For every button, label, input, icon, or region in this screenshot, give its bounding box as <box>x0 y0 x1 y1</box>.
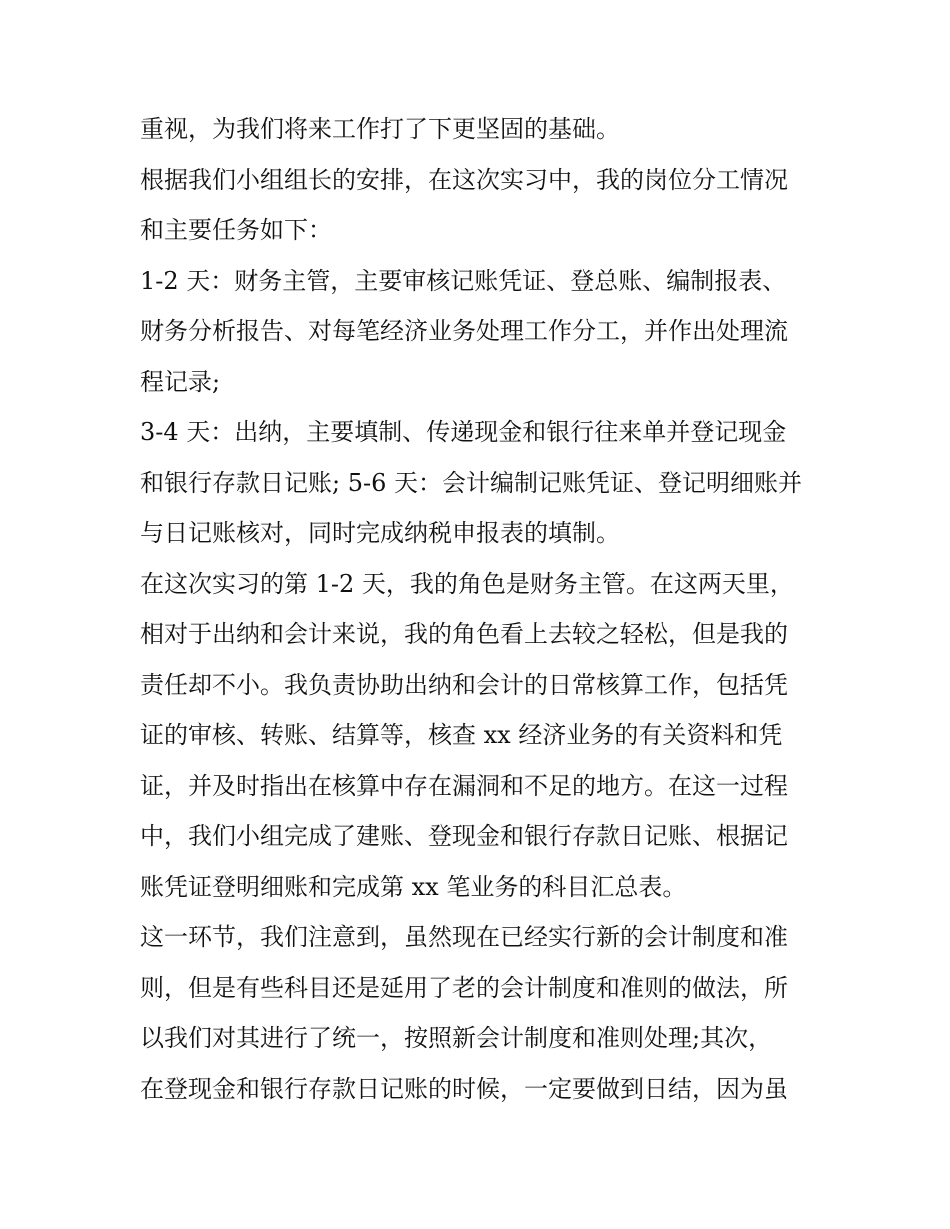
text-line-15: 中，我们小组完成了建账、登现金和银行存款日记账、根据记 <box>140 822 788 850</box>
text-line-9: 与日记账核对，同时完成纳税申报表的填制。 <box>140 519 620 547</box>
text-line-12: 责任却不小。我负责协助出纳和会计的日常核算工作，包括凭 <box>140 670 788 699</box>
document-body <box>140 104 820 1114</box>
text-line-13: 证的审核、转账、结算等，核查 xx 经济业务的有关资料和凭 <box>140 721 783 749</box>
text-line-3: 和主要任务如下： <box>140 216 332 244</box>
text-line-10: 在这次实习的第 1-2 天，我的角色是财务主管。在这两天里， <box>140 569 794 598</box>
text-line-18: 则，但是有些科目还是延用了老的会计制度和准则的做法，所 <box>140 973 788 1002</box>
text-line-14: 证，并及时指出在核算中存在漏洞和不足的地方。在这一过程 <box>140 771 788 800</box>
text-line-19: 以我们对其进行了统一，按照新会计制度和准则处理;其次， <box>140 1024 773 1052</box>
text-line-5: 财务分析报告、对每笔经济业务处理工作分工，并作出处理流 <box>140 317 788 345</box>
text-line-16: 账凭证登明细账和完成第 xx 笔业务的科目汇总表。 <box>140 872 687 901</box>
text-line-20: 在登现金和银行存款日记账的时候，一定要做到日结，因为虽 <box>140 1074 788 1103</box>
text-line-7: 3-4 天：出纳，主要填制、传递现金和银行往来单并登记现金 <box>140 418 787 446</box>
text-line-11: 相对于出纳和会计来说，我的角色看上去较之轻松，但是我的 <box>140 620 788 648</box>
text-line-8: 和银行存款日记账; 5-6 天：会计编制记账凭证、登记明细账并 <box>140 468 802 497</box>
text-line-1: 重视，为我们将来工作打了下更坚固的基础。 <box>140 115 620 143</box>
text-line-4: 1-2 天：财务主管，主要审核记账凭证、登总账、编制报表、 <box>140 266 787 295</box>
text-line-17: 这一环节，我们注意到，虽然现在已经实行新的会计制度和准 <box>140 923 788 951</box>
text-line-6: 程记录; <box>140 367 221 396</box>
text-line-2: 根据我们小组组长的安排，在这次实习中，我的岗位分工情况 <box>140 165 788 194</box>
